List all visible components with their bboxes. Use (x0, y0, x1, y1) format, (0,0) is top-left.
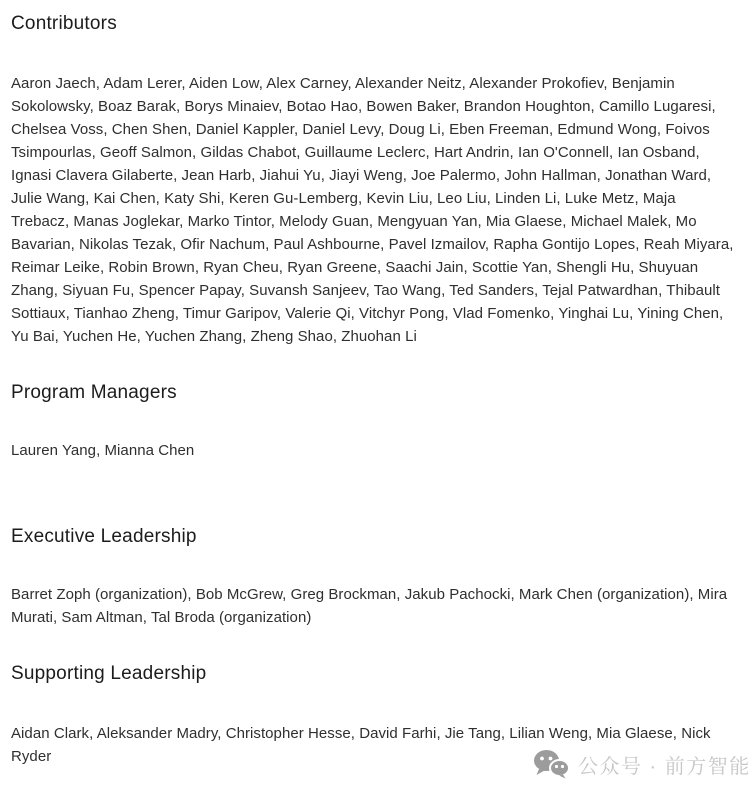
section-heading-supporting-leadership: Supporting Leadership (11, 663, 207, 684)
supporting-leadership-names: Aidan Clark, Aleksander Madry, Christopher Hesse, David Farhi, Jie Tang, Lilian Weng, Mia Glaese, Nick Ryder (11, 725, 711, 765)
section-heading-executive-leadership: Executive Leadership (11, 526, 197, 547)
section-heading-contributors: Contributors (11, 13, 117, 34)
document-body (11, 12, 735, 768)
contributors-names: Aaron Jaech, Adam Lerer, Aiden Low, Alex Carney, Alexander Neitz, Alexander Prokofiev, Benjamin Sokolowsky, Boaz Barak, Borys Minaiev, Botao Hao, Bowen Baker, Brandon Houghton, Camillo Lugaresi, Chelsea Voss, Chen Shen, Daniel Kappler, Daniel Levy, Doug Li, Eben Freeman, Edmund Wong, Foivos Tsimpourlas, Geoff Salmon, Gildas Chabot, Guillaume Leclerc, Hart Andrin, Ian O'Connell, Ian Osband, Ignasi Clavera Gilaberte, Jean Harb, Jiahui Yu, Jiayi Weng, Joe Palermo, John Hallman, Jonathan Ward, Julie Wang, Kai Chen, Katy Shi, Keren Gu-Lemberg, Kevin Liu, Leo Liu, Linden Li, Luke Metz, Maja Trebacz, Manas Joglekar, Marko Tintor, Melody Guan, Mengyuan Yan, Mia Glaese, Michael Malek, Mo Bavarian, Nikolas Tezak, Ofir Nachum, Paul Ashbourne, Pavel Izmailov, Rapha Gontijo Lopes, Reah Miyara, Reimar Leike, Robin Brown, Ryan Cheu, Ryan Greene, Saachi Jain, Scottie Yan, Shengli Hu, Shuyuan Zhang, Siyuan Fu, Spencer Papay, Suvansh Sanjeev, Tao Wang, Ted Sanders, Tejal Patwardhan, Thibault Sottiaux, Tianhao Zheng, Timur Garipov, Valerie Qi, Vitchyr Pong, Vlad Fomenko, Yinghai Lu, Yining Chen, Yu Bai, Yuchen He, Yuchen Zhang, Zheng Shao, Zhuohan Li (11, 75, 734, 345)
watermark-text: 公众号 · 前方智能 (578, 755, 751, 778)
wechat-icon (533, 749, 569, 779)
executive-leadership-names: Barret Zoph (organization), Bob McGrew, Greg Brockman, Jakub Pachocki, Mark Chen (organization), Mira Murati, Sam Altman, Tal Broda (organization) (11, 586, 728, 626)
program-managers-names: Lauren Yang, Mianna Chen (11, 442, 195, 459)
section-heading-program-managers: Program Managers (11, 382, 177, 403)
wechat-watermark (533, 749, 751, 779)
